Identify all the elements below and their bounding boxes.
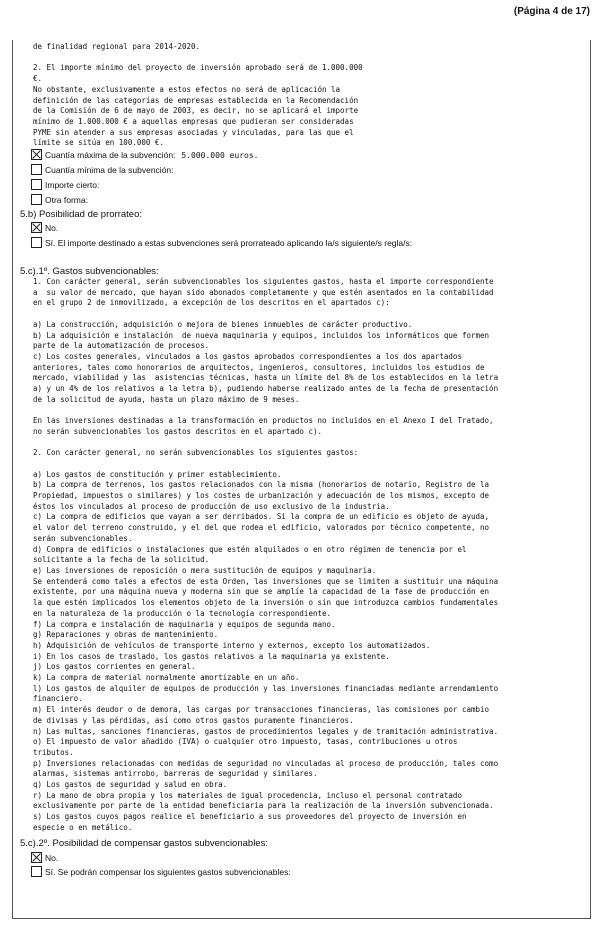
cuantia-minima-checkbox[interactable] [31, 164, 42, 175]
prorrateo-si-row [31, 238, 412, 249]
gastos-body-text: 1. Con carácter general, serán subvencionables los siguientes gastos, hasta el importe correspondiente a su valor de mercado, que hayan sido abonados completamente y que estén asentados en la contabilidad en el grupo 2 de inmovilizado, a excepción de los descritos en el apartados c): a) La construcción, adquisición o mejora de bienes inmuebles de carácter productivo. b) La adquisición e instalación de nueva maquinaria y equipos, incluidos los informáticos que formen parte de la automatización de procesos. c) Los costes generales, vinculados a los gastos aprobados correspondientes a los dos apartados anteriores, tales como honorarios de arquitectos, ingenieros, consultores, incluidos los estudios de mercado, viabilidad y las asistencias técnicas, hasta un límite del 8% de los establecidos en la letra a) y un 4% de los relativos a la letra b), pudiendo haberse realizado antes de la fecha de presentación de la solicitud de ayuda, hasta un plazo máximo de 9 meses. En las inversiones destinadas a la transformación en productos no incluidos en el Anexo I del Tratado, no serán subvencionables los gastos descritos en el apartado c). 2. Con carácter general, no serán subvencionables los siguientes gastos: a) Los gastos de constitución y primer establecimiento. b) La compra de terrenos, los gastos relacionados con la misma (honorarios de notario, Registro de la Propiedad, impuestos o similares) y los costes de urbanización y adecuación de los mismos, excepto de éstos los vinculados al proceso de producción de uso exclusivo de la industria. c) La compra de edificios que vayan a ser derribados. Si la compra de un edificio es objeto de ayuda, el valor del terreno construido, y el del que rodea el edificio, valorados por técnico competente, no serán subvencionables. d) Compra de edificios o instalaciones que estén alquilados o en otro régimen de tenencia por el solicitante a la fecha de la solicitud. e) Las inversiones de reposición o mera sustitución de equipos y maquinaria. Se entenderá como tales a efectos de esta Orden, las inversiones que se limiten a sustituir una máquina existente, por una máquina nueva y moderna sin que se amplíe la capacidad de la fase de producción en la que estén implicados los elementos objeto de la inversión o sin que introduzca cambios fundamentales en la naturaleza de la producción o la tecnología correspondiente. f) La compra e instalación de maquinaria y equipos de segunda mano. g) Reparaciones y obras de mantenimiento. h) Adquisición de vehículos de transporte interno y externos, excepto los automatizados. i) En los casos de traslado, los gastos relativos a la maquinaria ya existente. j) Los gastos corrientes en general. k) La compra de material normalmente amortizable en un año. l) Los gastos de alquiler de equipos de producción y las inversiones financiadas mediante arrendamiento financiero. m) El interés deudor o de demora, las cargas por transacciones financieras, las comisiones por cambio de divisas y las pérdidas, así como otros gastos puramente financieros. n) Las multas, sanciones financieras, gastos de procedimientos legales y de tramitación administrativa. o) El impuesto de valor añadido (IVA) o cualquier otro impuesto, tasas, contribuciones u otros tributos. p) Inversiones relacionadas con medidas de seguridad no vinculadas al proceso de producción, tales como alarmas, sistemas antirrobo, barreras de seguridad y similares. q) Los gastos de seguridad y salud en obra. r) La mano de obra propia y los materiales de igual procedencia, incluso el personal contratado exclusivamente por parte de la entidad beneficiaria para la realización de la inversión subvencionada. s) Los gastos cuyos pagos realice el beneficiario a sus proveedores del proyecto de inversión en especie o en metálico. [33, 277, 499, 832]
cuantia-maxima-value: 5.000.000 euros. [181, 151, 259, 160]
importe-cierto-label: Importe cierto: [45, 180, 100, 190]
cuantia-maxima-label: Cuantía máxima de la subvención: [45, 150, 176, 160]
compensar-si-label: Sí. Se podrán compensar los siguientes gastos subvencionables: [45, 867, 291, 877]
otra-forma-row [31, 195, 88, 206]
prorrateo-si-checkbox[interactable] [31, 237, 42, 248]
cuantia-maxima-row [31, 150, 258, 161]
prorrateo-no-label: No. [45, 223, 59, 233]
gastos-heading: 5.c).1º. Gastos subvencionables: [20, 266, 159, 277]
prorrateo-no-row [31, 223, 58, 234]
cuantia-maxima-checkbox[interactable] [31, 149, 42, 160]
prorrateo-si-label: Sí. El importe destinado a estas subvenciones será prorrateado aplicando la/s siguiente/s regla/s: [45, 238, 413, 248]
cuantia-minima-label: Cuantía mínima de la subvención: [45, 165, 174, 175]
otra-forma-checkbox[interactable] [31, 194, 42, 205]
importe-cierto-row [31, 180, 99, 191]
prorrateo-heading: 5.b) Posibilidad de prorrateo: [20, 209, 142, 220]
importe-cierto-checkbox[interactable] [31, 179, 42, 190]
cuantia-minima-row [31, 165, 174, 176]
compensar-no-checkbox[interactable] [31, 852, 42, 863]
compensar-si-row [31, 867, 291, 878]
otra-forma-label: Otra forma: [45, 195, 88, 205]
minimum-amount-text: de finalidad regional para 2014-2020. 2. El importe mínimo del proyecto de inversión aprobado será de 1.000.000 €. No obstante, exclusivamente a estos efectos no será de aplicación la definición de las categorías de empresas establecida en la Recomendación de la Comisión de 6 de mayo de 2003, es decir, no se aplicará el importe mínimo de 1.000.000 € a aquellas empresas que pudieran ser consideradas PYME sin atender a sus empresas asociadas y vinculadas, para las que el límite se sitúa en 100.000 €. [33, 42, 363, 148]
compensar-no-row [31, 853, 58, 864]
page-number: (Página 4 de 17) [513, 6, 590, 17]
compensar-si-checkbox[interactable] [31, 866, 42, 877]
compensar-heading: 5.c).2º. Posibilidad de compensar gastos subvencionables: [20, 838, 268, 849]
prorrateo-no-checkbox[interactable] [31, 222, 42, 233]
compensar-no-label: No. [45, 853, 59, 863]
